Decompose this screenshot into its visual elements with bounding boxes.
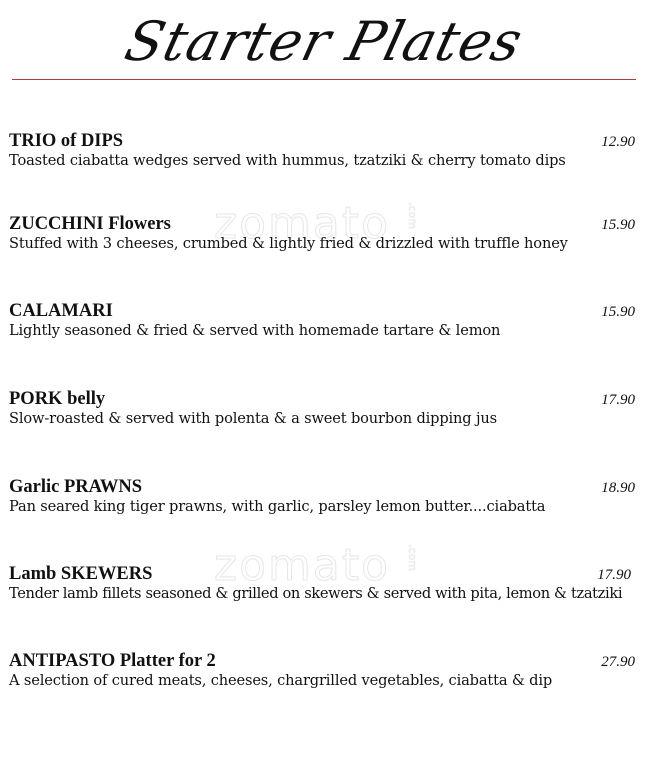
item-name: Garlic PRAWNS <box>9 477 143 497</box>
item-name: ANTIPASTO Platter for 2 <box>9 651 216 671</box>
page-title: Starter Plates <box>119 10 530 73</box>
item-name: Lamb SKEWERS <box>9 564 153 584</box>
item-name: PORK belly <box>9 389 106 409</box>
item-name: ZUCCHINI Flowers <box>9 214 171 234</box>
menu-item-trio-of-dips <box>9 130 639 174</box>
item-name: CALAMARI <box>9 301 113 321</box>
menu-item-lamb-skewers <box>9 563 639 607</box>
watermark-brand: zomato <box>214 198 391 249</box>
menu-item-zucchini-flowers <box>9 213 639 257</box>
item-description: Stuffed with 3 cheeses, crumbed & lightly fried & drizzled with truffle honey <box>9 235 568 252</box>
item-name: TRIO of DIPS <box>9 131 124 151</box>
menu-item-calamari <box>9 300 639 344</box>
item-price: 17.90 <box>597 567 631 583</box>
item-price: 15.90 <box>601 217 635 233</box>
item-price: 12.90 <box>601 134 635 150</box>
menu-item-antipasto-platter <box>9 650 639 694</box>
item-description: Lightly seasoned & fried & served with homemade tartare & lemon <box>9 322 501 339</box>
watermark-brand: zomato <box>214 540 391 591</box>
title-divider <box>12 79 636 80</box>
item-description: A selection of cured meats, cheeses, chargrilled vegetables, ciabatta & dip <box>9 672 553 689</box>
watermark-tld: .com <box>406 544 420 571</box>
item-price: 15.90 <box>601 304 635 320</box>
item-description: Tender lamb fillets seasoned & grilled on skewers & served with pita, lemon & tzatziki <box>9 585 623 602</box>
watermark-tld: .com <box>406 202 420 229</box>
item-price: 17.90 <box>601 392 635 408</box>
item-description: Pan seared king tiger prawns, with garlic, parsley lemon butter....ciabatta <box>9 498 546 515</box>
item-price: 18.90 <box>601 480 635 496</box>
menu-item-pork-belly <box>9 388 639 432</box>
item-price: 27.90 <box>601 654 635 670</box>
item-description: Slow-roasted & served with polenta & a sweet bourbon dipping jus <box>9 410 497 427</box>
menu-item-garlic-prawns <box>9 476 639 520</box>
item-description: Toasted ciabatta wedges served with hummus, tzatziki & cherry tomato dips <box>9 152 566 169</box>
